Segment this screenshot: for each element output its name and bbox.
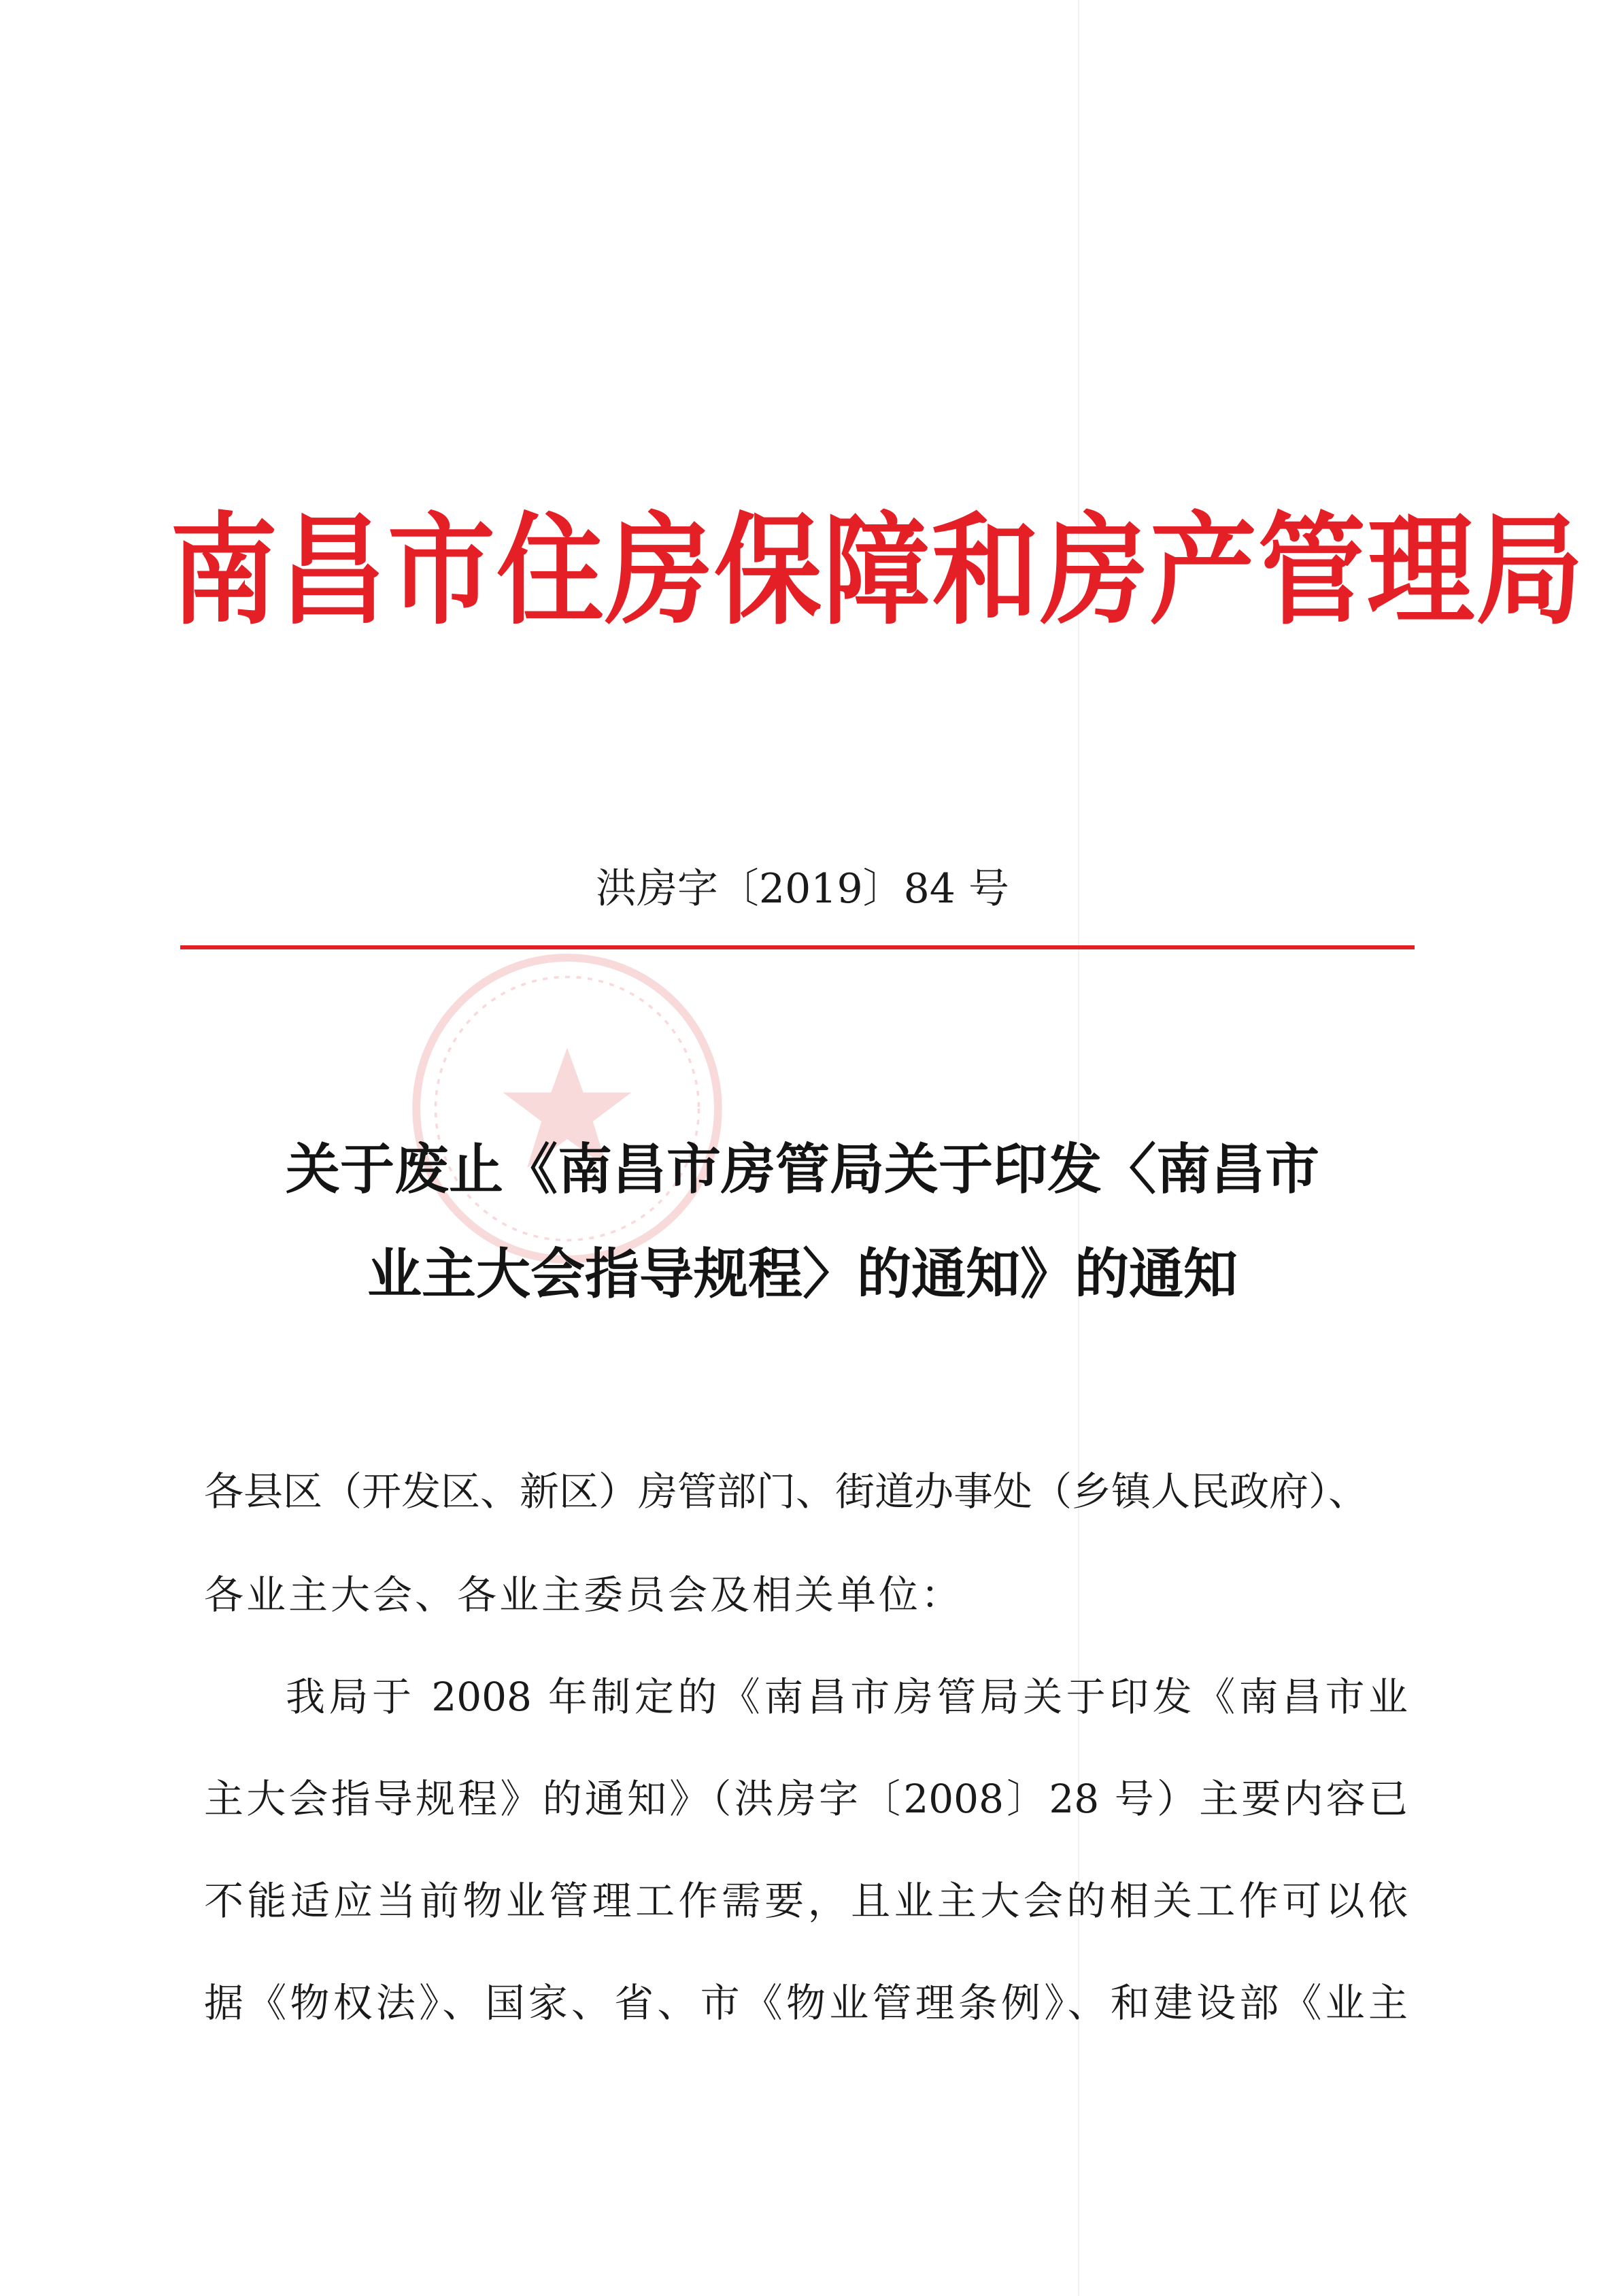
notice-title-line-1: 关于废止《南昌市房管局关于印发〈南昌市 — [286, 1137, 1319, 1201]
body-paragraph-line: 主大会指导规程》的通知》（洪房字〔2008〕28 号）主要内容已 — [204, 1776, 1408, 1822]
addressee-line-2: 各业主大会、各业主委员会及相关单位： — [204, 1572, 964, 1618]
document-number: 洪房字〔2019〕84 号 — [595, 865, 1010, 913]
official-seal-stamp — [407, 948, 728, 1269]
notice-title-line-2: 业主大会指导规程〉的通知》的通知 — [367, 1242, 1238, 1306]
red-header-rule — [180, 945, 1415, 949]
body-paragraph-line: 据《物权法》、国家、省、市《物业管理条例》、和建设部《业主 — [204, 1980, 1408, 2026]
body-paragraph-line: 不能适应当前物业管理工作需要，且业主大会的相关工作可以依 — [204, 1878, 1408, 1924]
issuing-organization-header: 南昌市住房保障和房产管理局 — [170, 500, 1585, 642]
body-paragraph-line: 我局于 2008 年制定的《南昌市房管局关于印发《南昌市业 — [286, 1674, 1408, 1720]
addressee-line-1: 各县区（开发区、新区）房管部门、街道办事处（乡镇人民政府）、 — [204, 1468, 1368, 1515]
